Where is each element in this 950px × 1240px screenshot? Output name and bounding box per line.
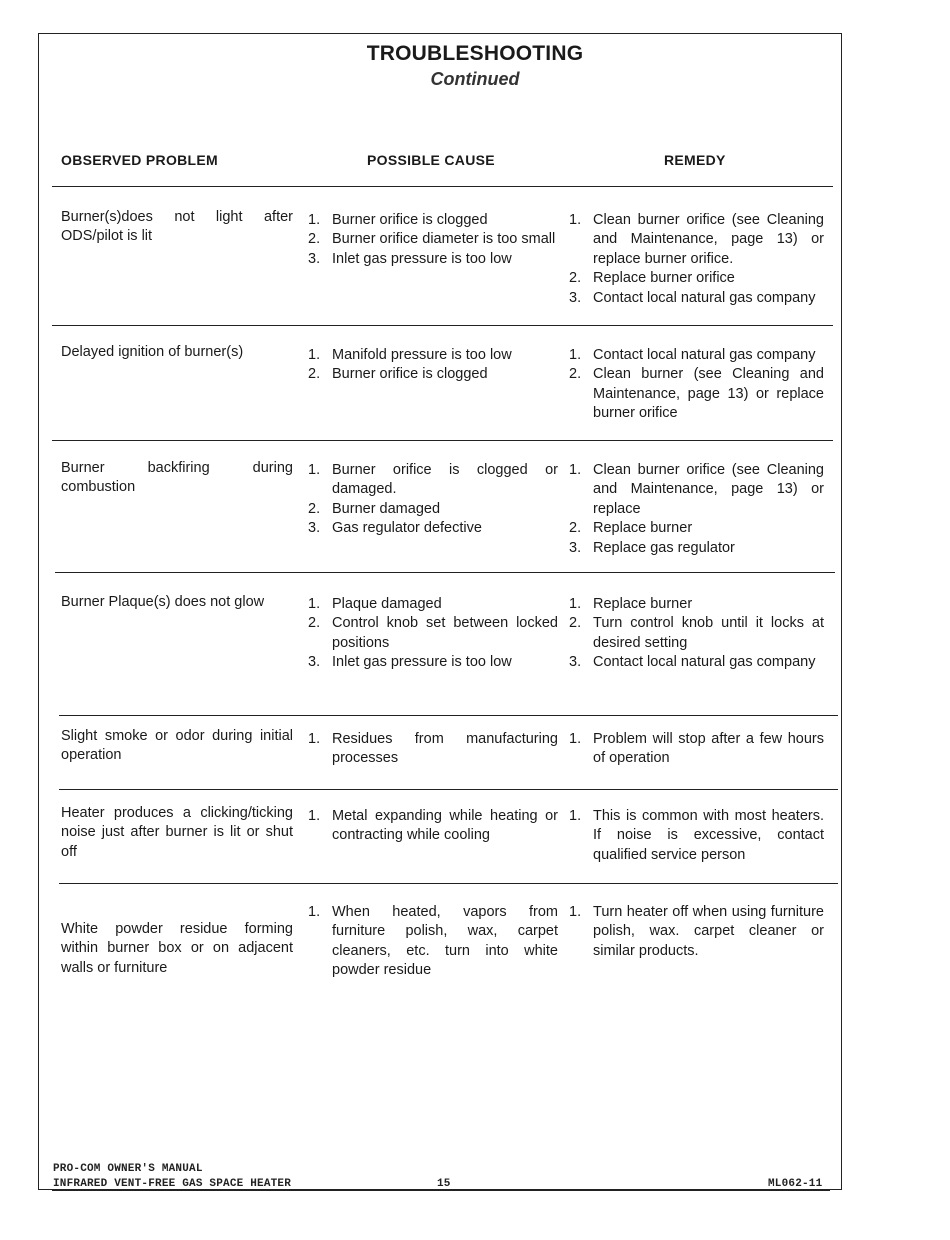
row-divider — [59, 883, 838, 884]
row-divider — [59, 789, 838, 790]
problem-text: Slight smoke or odor during initial operation — [61, 728, 293, 764]
row-divider — [55, 572, 835, 573]
remedy-list — [566, 461, 824, 558]
header-divider — [52, 186, 833, 187]
cause-item: 3. Inlet gas pressure is too low — [308, 654, 512, 671]
remedy-item: 1. Clean burner orifice (see Cleaning and Maintenance, page 13) or replace — [569, 462, 824, 517]
remedy-item: 2. Replace burner orifice — [569, 270, 735, 287]
problem-text: Burner Plaque(s) does not glow — [61, 594, 265, 610]
footer-page-number: 15 — [437, 1178, 451, 1190]
row-divider — [59, 715, 838, 716]
row-divider — [52, 440, 833, 441]
cause-list — [305, 461, 558, 539]
remedy-item: 1. This is common with most heaters. If noise is excessive, contact qualified service person — [569, 808, 824, 863]
remedy-item: 2. Turn control knob until it locks at desired setting — [569, 615, 824, 651]
remedy-item: 1. Contact local natural gas company — [569, 347, 816, 363]
cause-item: 1. Residues from manufacturing processes — [308, 731, 558, 767]
page-title: TROUBLESHOOTING — [366, 42, 584, 65]
cause-list — [305, 211, 558, 269]
remedy-item: 2. Clean burner (see Cleaning and Maintenance, page 13) or replace burner orifice — [569, 366, 824, 422]
cause-item: 1. Burner orifice is clogged — [308, 212, 488, 228]
cause-item: 1. Manifold pressure is too low — [308, 347, 512, 363]
remedy-list — [566, 807, 824, 865]
remedy-item: 3. Replace gas regulator — [569, 539, 735, 556]
remedy-list — [566, 211, 824, 308]
cause-item: 1. Burner orifice is clogged or damaged. — [308, 462, 558, 498]
row-divider — [52, 325, 833, 326]
remedy-item: 1. Clean burner orifice (see Cleaning and Maintenance, page 13) or replace burner orifice. — [569, 212, 824, 267]
cause-item: 2. Burner orifice diameter is too small — [308, 231, 556, 248]
remedy-item: 3. Contact local natural gas company — [569, 654, 816, 671]
cause-list — [305, 730, 558, 769]
cause-item: 2. Control knob set between locked positions — [308, 615, 558, 651]
cause-list — [305, 595, 558, 673]
cause-item: 3. Inlet gas pressure is too low — [308, 250, 512, 267]
remedy-list — [566, 903, 824, 961]
problem-text: White powder residue forming within burner box or on adjacent walls or furniture — [61, 921, 293, 976]
column-header-cause: POSSIBLE CAUSE — [367, 152, 495, 168]
remedy-list — [566, 730, 824, 769]
remedy-list — [566, 595, 824, 673]
problem-text: Heater produces a clicking/ticking noise just after burner is lit or shut off — [61, 805, 293, 860]
footer-rule — [52, 1190, 830, 1191]
remedy-item: 1. Replace burner — [569, 596, 693, 612]
cause-item: 2. Burner orifice is clogged — [308, 366, 488, 383]
remedy-item: 2. Replace burner — [569, 520, 693, 537]
cause-item: 1. Plaque damaged — [308, 596, 442, 612]
footer-doc-code: ML062-11 — [768, 1178, 823, 1190]
footer-product-name: INFRARED VENT-FREE GAS SPACE HEATER — [53, 1178, 292, 1190]
cause-item: 1. Metal expanding while heating or contracting while cooling — [308, 808, 558, 844]
remedy-item: 1. Problem will stop after a few hours of operation — [569, 731, 824, 767]
problem-text: Burner backfiring during combustion — [61, 460, 293, 496]
remedy-item: 3. Contact local natural gas company — [569, 289, 816, 306]
remedy-item: 1. Turn heater off when using furniture polish, wax. carpet cleaner or similar products. — [569, 904, 824, 959]
cause-list — [305, 346, 558, 385]
column-header-problem: OBSERVED PROBLEM — [61, 152, 219, 168]
cause-list — [305, 807, 558, 846]
remedy-list — [566, 346, 824, 424]
problem-text: Burner(s)does not light after ODS/pilot is lit — [61, 209, 293, 245]
cause-list — [305, 903, 558, 981]
problem-text: Delayed ignition of burner(s) — [61, 344, 244, 360]
page-subtitle: Continued — [430, 69, 520, 89]
footer-manual-title: PRO-COM OWNER'S MANUAL — [53, 1163, 203, 1175]
cause-item: 3. Gas regulator defective — [308, 520, 482, 537]
cause-item: 1. When heated, vapors from furniture polish, wax, carpet cleaners, etc. turn into white powder residue — [308, 904, 558, 979]
column-header-remedy: REMEDY — [664, 152, 726, 168]
cause-item: 2. Burner damaged — [308, 500, 441, 517]
